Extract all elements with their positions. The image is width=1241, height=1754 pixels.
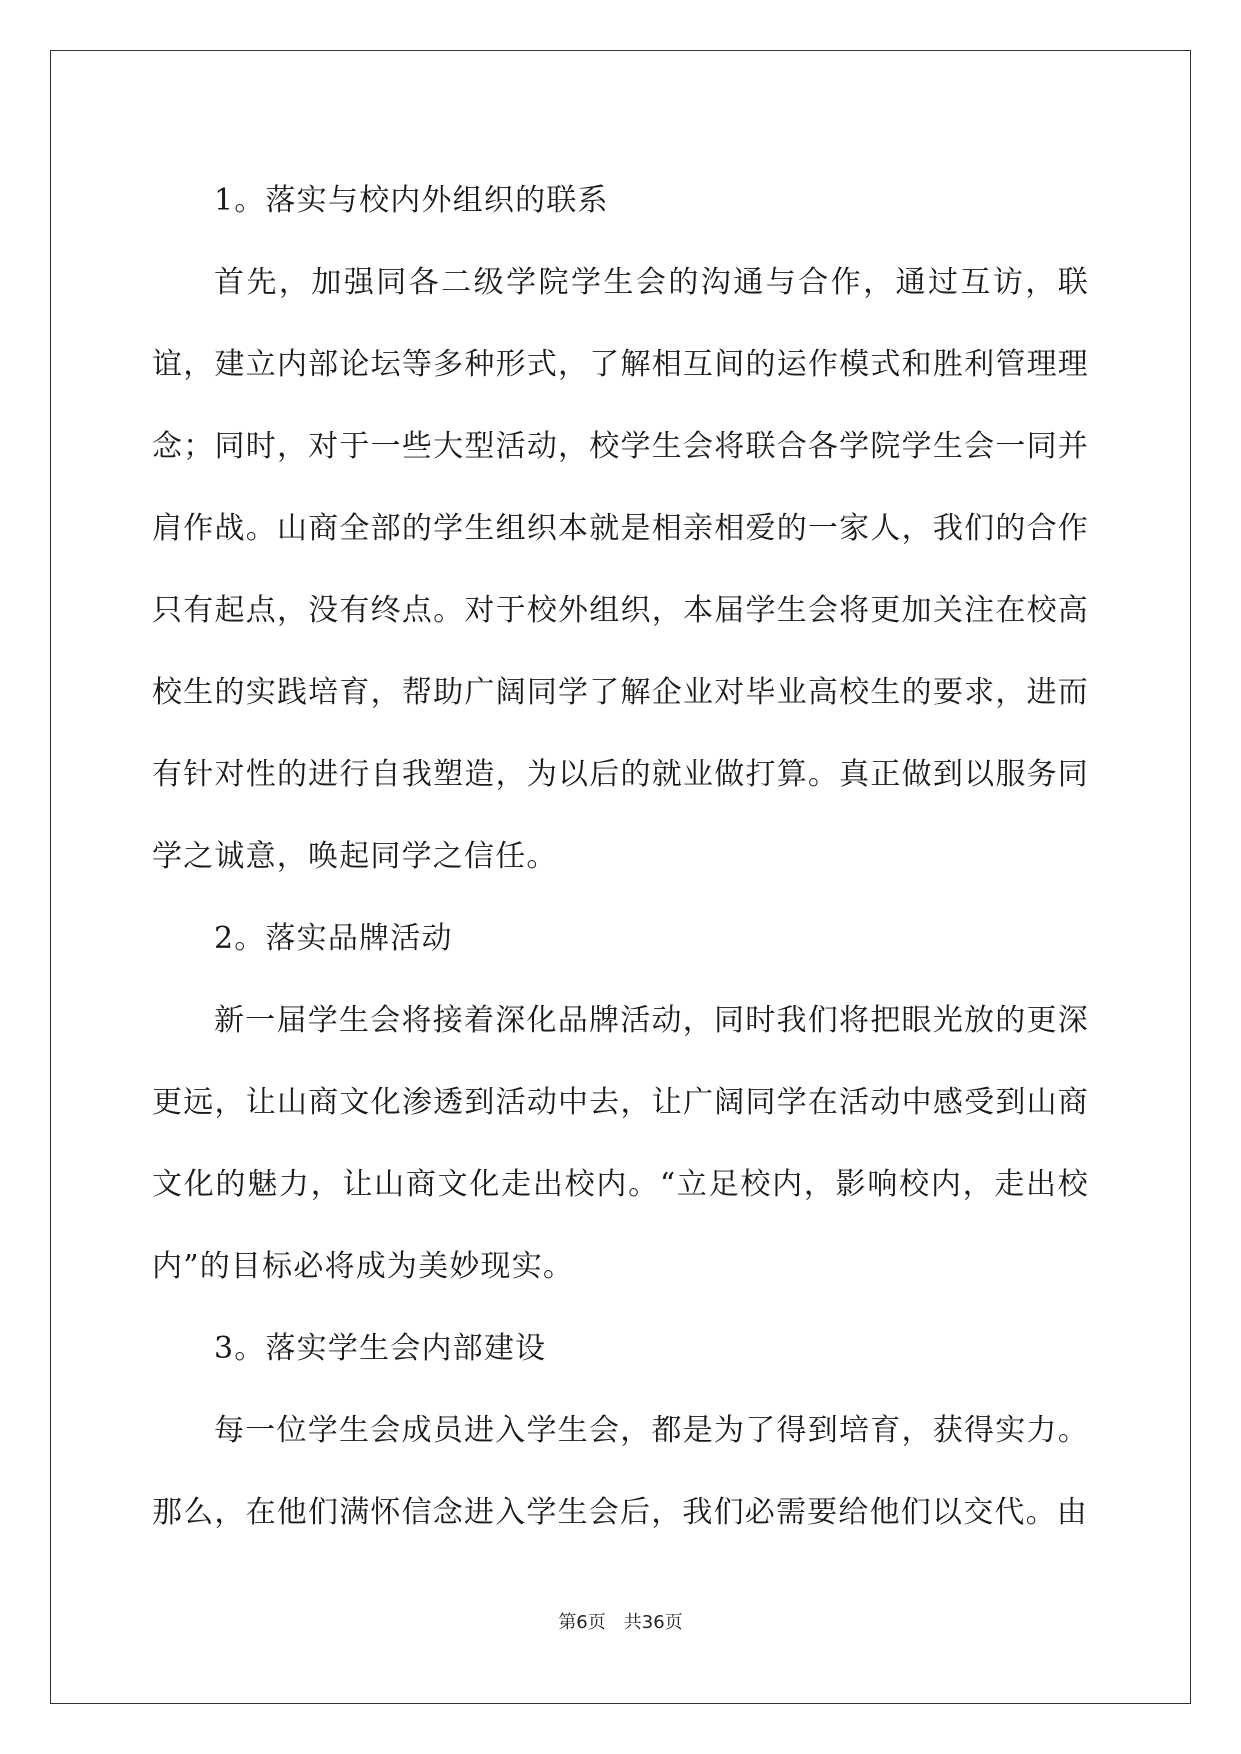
document-body	[152, 160, 1089, 1554]
paragraph-3: 每一位学生会成员进入学生会，都是为了得到培育，获得实力。那么，在他们满怀信念进入学生会后，我们必需要给他们以交代。由	[152, 1413, 1089, 1530]
section-heading-2: 2。落实品牌活动	[214, 921, 453, 956]
paragraph-2: 新一届学生会将接着深化品牌活动，同时我们将把眼光放的更深更远，让山商文化渗透到活动中去，让广阔同学在活动中感受到山商文化的魅力，让山商文化走出校内。“立足校内，影响校内，走出校内”的目标必将成为美妙现实。	[152, 1003, 1089, 1284]
page-footer: 第6页 共36页	[558, 1612, 683, 1633]
section-heading-1: 1。落实与校内外组织的联系	[214, 183, 609, 218]
paragraph-1: 首先，加强同各二级学院学生会的沟通与合作，通过互访，联谊，建立内部论坛等多种形式，了解相互间的运作模式和胜利管理理念；同时，对于一些大型活动，校学生会将联合各学院学生会一同并肩作战。山商全部的学生组织本就是相亲相爱的一家人，我们的合作只有起点，没有终点。对于校外组织，本届学生会将更加关注在校高校生的实践培育，帮助广阔同学了解企业对毕业高校生的要求，进而有针对性的进行自我塑造，为以后的就业做打算。真正做到以服务同学之诚意，唤起同学之信任。	[152, 265, 1089, 874]
section-heading-3: 3。落实学生会内部建设	[214, 1331, 547, 1366]
